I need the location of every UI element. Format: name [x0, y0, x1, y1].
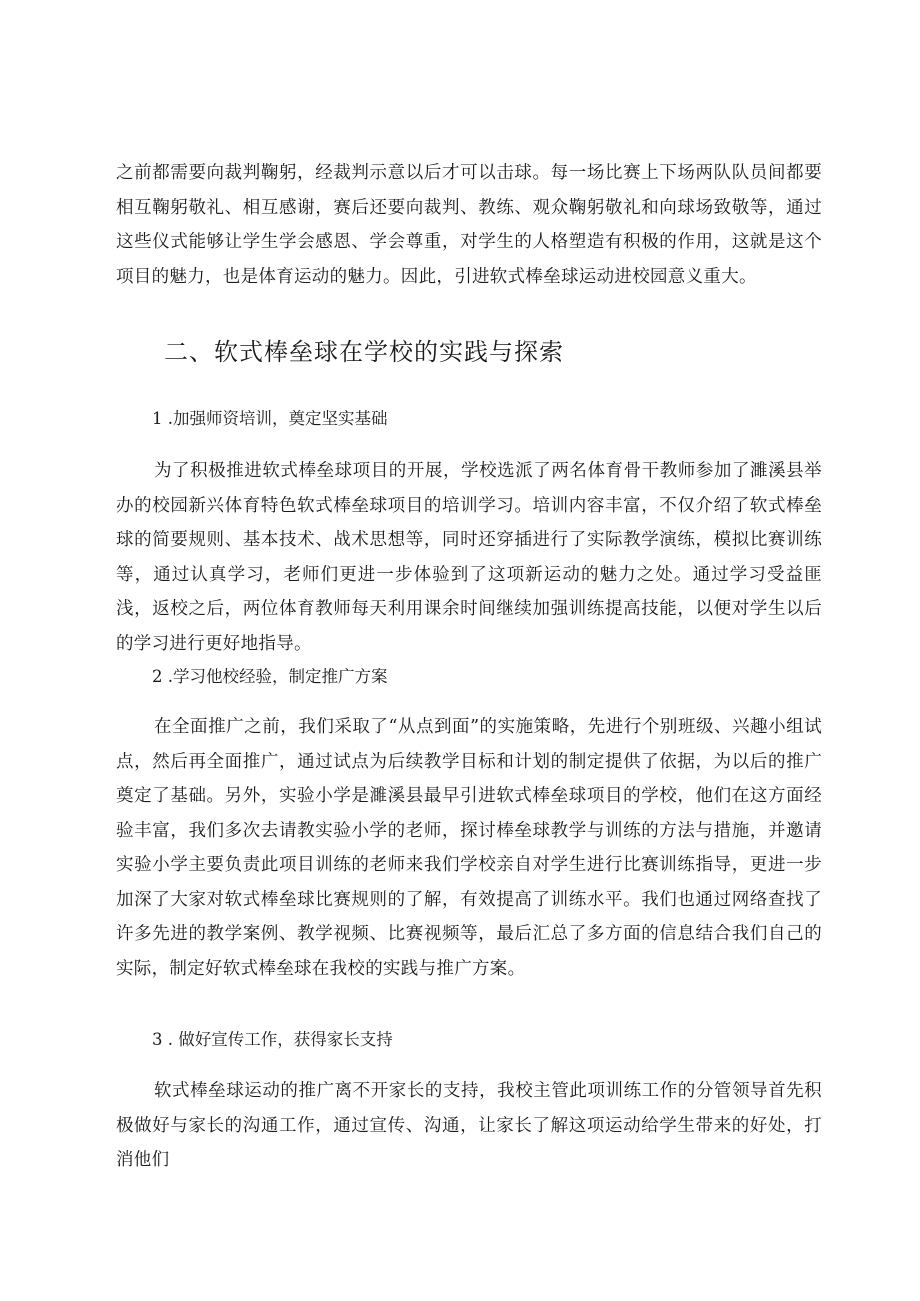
- subsection-heading-2: 2 .学习他校经验，制定推广方案: [152, 667, 388, 686]
- subsection-heading-3: 3 . 做好宣传工作，获得家长支持: [152, 1030, 393, 1049]
- subsection-body-3: 软式棒垒球运动的推广离不开家长的支持，我校主管此项训练工作的分管领导首先积极做好与家长的沟通工作，通过宣传、沟通，让家长了解这项运动给学生带来的好处，打消他们: [116, 1081, 822, 1170]
- intro-paragraph: 之前都需要向裁判鞠躬，经裁判示意以后才可以击球。每一场比赛上下场两队队员间都要相互鞠躬敬礼、相互感谢，赛后还要向裁判、教练、观众鞠躬敬礼和向球场致敬等，通过这些仪式能够让学生学会感恩、学会尊重，对学生的人格塑造有积极的作用，这就是这个项目的魅力，也是体育运动的魅力。因此，引进软式棒垒球运动进校园意义重大。: [116, 163, 822, 287]
- subsection-heading-1: 1 .加强师资培训，奠定坚实基础: [152, 409, 388, 428]
- section-title: 二、软式棒垒球在学校的实践与探索: [164, 338, 564, 366]
- subsection-body-1: 为了积极推进软式棒垒球项目的开展，学校选派了两名体育骨干教师参加了濉溪县举办的校园新兴体育特色软式棒垒球项目的培训学习。培训内容丰富，不仅介绍了软式棒垒球的简要规则、基本技术、战术思想等，同时还穿插进行了实际教学演练，模拟比赛训练等，通过认真学习，老师们更进一步体验到了这项新运动的魅力之处。通过学习受益匪浅，返校之后，两位体育教师每天利用课余时间继续加强训练提高技能，以便对学生以后的学习进行更好地指导。: [116, 461, 822, 654]
- subsection-body-2: 在全面推广之前，我们采取了“从点到面”的实施策略，先进行个别班级、兴趣小组试点，然后再全面推广，通过试点为后续教学目标和计划的制定提供了依据，为以后的推广奠定了基础。另外，实验小学是濉溪县最早引进软式棒垒球项目的学校，他们在这方面经验丰富，我们多次去请教实验小学的老师，探讨棒垒球教学与训练的方法与措施，并邀请实验小学主要负责此项目训练的老师来我们学校亲自对学生进行比赛训练指导，更进一步加深了大家对软式棒垒球比赛规则的了解，有效提高了训练水平。我们也通过网络查找了许多先进的教学案例、教学视频、比赛视频等，最后汇总了多方面的信息结合我们自己的实际，制定好软式棒垒球在我校的实践与推广方案。: [116, 717, 822, 979]
